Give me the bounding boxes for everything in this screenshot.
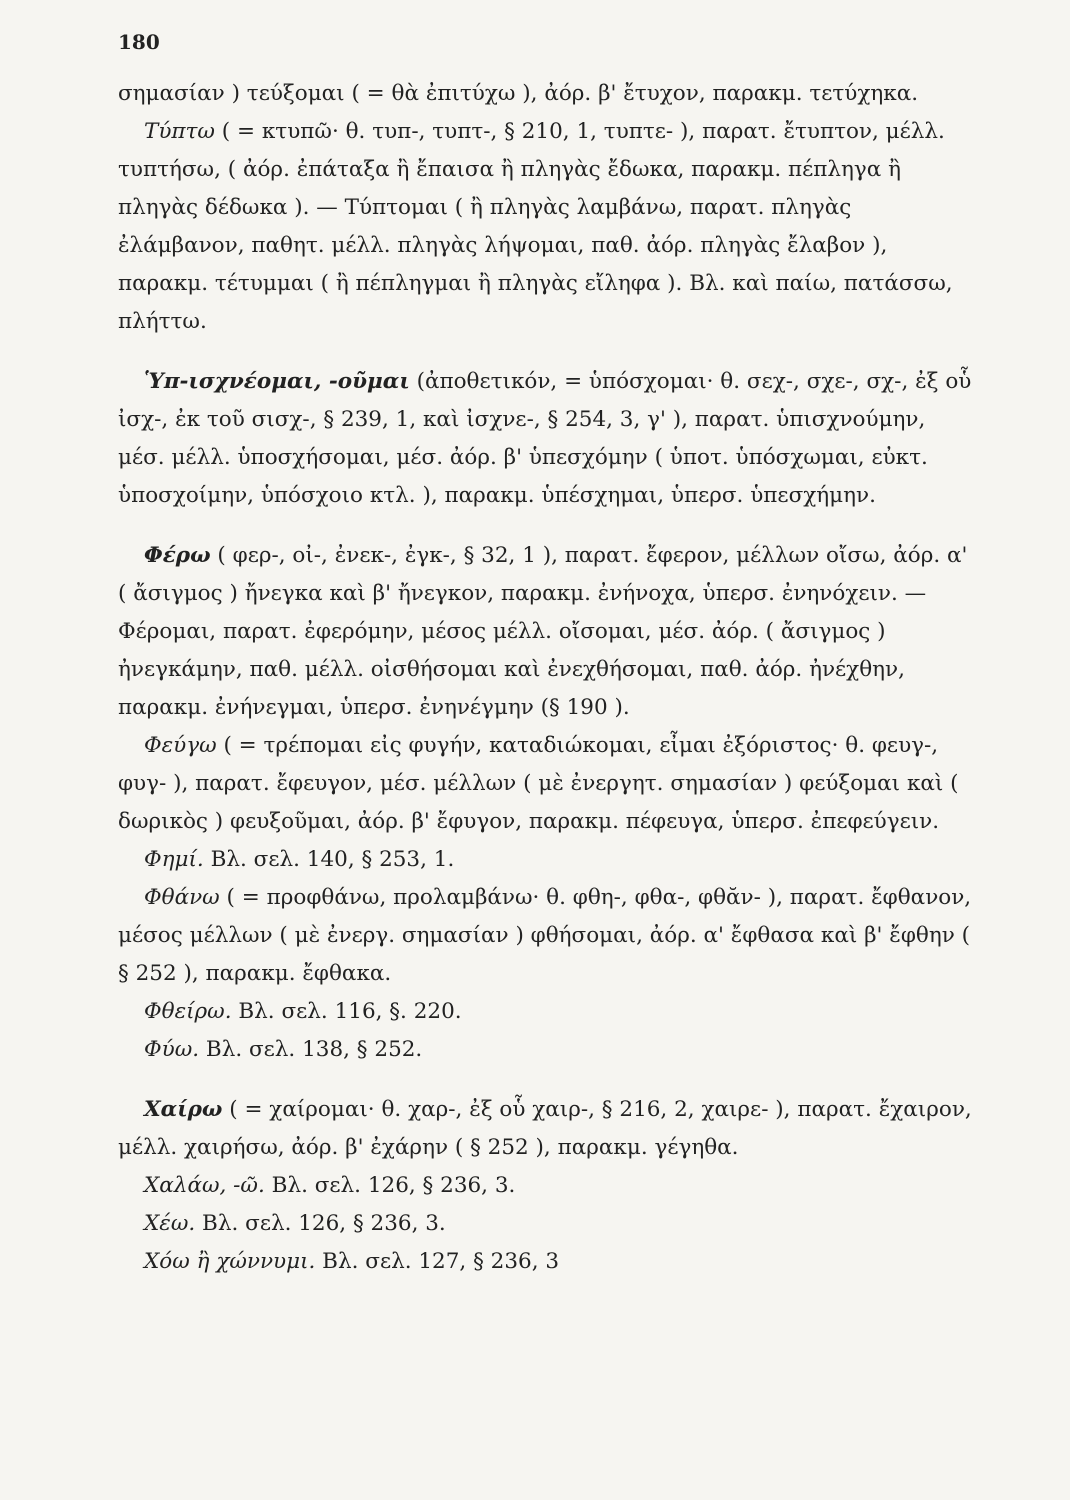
entry-chairo — [118, 1091, 978, 1167]
entry-headword: Φθάνω — [144, 885, 220, 910]
entry-text: ( = τρέπομαι εἰς φυγήν, καταδιώκομαι, εἶμαι ἐξόριστος· θ. φευγ-, φυγ- ), παρατ. ἔφευγον, μέσ. μέλλων ( μὲ ἐνεργητ. σημασίαν ) φεύξομαι καὶ ( δωρικὸς ) φευξοῦμαι, ἀόρ. β' ἔφυγον, παρακμ. πέφευγα, ὑπερσ. ἐπεφεύγειν. — [118, 733, 959, 834]
entry-headword: Φημί. — [144, 847, 204, 872]
entry-headword: Τύπτω — [144, 119, 215, 144]
entry-text: ( = προφθάνω, προλαμβάνω· θ. φθη-, φθα-, φθᾰν- ), παρατ. ἔφθανον, μέσος μέλλων ( μὲ ἐνεργ. σημασίαν ) φθήσομαι, ἀόρ. α' ἔφθασα καὶ β' ἔφθην ( § 252 ), παρακμ. ἔφθακα. — [118, 885, 972, 986]
entry-text: Βλ. σελ. 116, §. 220. — [231, 999, 462, 1024]
entry-hypischneomai — [118, 363, 978, 515]
entry-headword: Φέρω — [144, 543, 211, 568]
entry-text: ( = κτυπῶ· θ. τυπ-, τυπτ-, § 210, 1, τυπτε- ), παρατ. ἔτυπτον, μέλλ. τυπτήσω, ( ἀόρ. ἐπάταξα ἢ ἔπαισα ἢ πληγὰς ἔδωκα, παρακμ. πέπληγα ἢ πληγὰς δέδωκα ). — Τύπτομαι ( ἢ πληγὰς λαμβάνω, παρατ. πληγὰς ἐλάμβανον, παθητ. μέλλ. πληγὰς λήψομαι, παθ. ἀόρ. πληγὰς ἔλαβον ), παρακμ. τέτυμμαι ( ἢ πέπληγμαι ἢ πληγὰς εἴληφα ). Βλ. καὶ παίω, πατάσσω, πλήττω. — [118, 119, 953, 334]
entry-text: ( φερ-, οἰ-, ἐνεκ-, ἐγκ-, § 32, 1 ), παρατ. ἔφερον, μέλλων οἴσω, ἀόρ. α' ( ἄσιγμος ) ἤνεγκα καὶ β' ἤνεγκον, παρακμ. ἐνήνοχα, ὑπερσ. ἐνηνόχειν. — Φέρομαι, παρατ. ἐφερόμην, μέσος μέλλ. οἴσομαι, μέσ. ἀόρ. ( ἄσιγμος ) ἠνεγκάμην, παθ. μέλλ. οἰσθήσομαι καὶ ἐνεχθήσομαι, παθ. ἀόρ. ἠνέχθην, παρακμ. ἐνήνεγμαι, ὑπερσ. ἐνηνέγμην (§ 190 ). — [118, 543, 968, 720]
entry-choo — [118, 1243, 978, 1281]
entry-text: (ἀποθετικόν, = ὑπόσχομαι· θ. σεχ-, σχε-, σχ-, ἐξ οὗ ἰσχ-, ἐκ τοῦ σισχ-, § 239, 1, καὶ ἰσχνε-, § 254, 3, γ' ), παρατ. ὑπισχνούμην, μέσ. μέλλ. ὑποσχήσομαι, μέσ. ἀόρ. β' ὑπεσχόμην ( ὑποτ. ὑπόσχωμαι, εὐκτ. ὑποσχοίμην, ὑπόσχοιο κτλ. ), παρακμ. ὑπέσχημαι, ὑπερσ. ὑπεσχήμην. — [118, 369, 972, 508]
entry-text: σημασίαν ) τεύξομαι ( = θὰ ἐπιτύχω ), ἀόρ. β' ἔτυχον, παρακμ. τετύχηκα. — [118, 81, 919, 106]
entry-phthano — [118, 879, 978, 993]
entry-text: Βλ. σελ. 127, § 236, 3 — [315, 1249, 560, 1274]
entry-pheugo — [118, 727, 978, 841]
entry-phemi — [118, 841, 978, 879]
entry-headword: Χαίρω — [144, 1097, 223, 1122]
entry-text: Βλ. σελ. 126, § 236, 3. — [264, 1173, 516, 1198]
entry-text: Βλ. σελ. 126, § 236, 3. — [195, 1211, 446, 1236]
entry-typto — [118, 113, 978, 341]
entry-cheo — [118, 1205, 978, 1243]
entry-text: Βλ. σελ. 138, § 252. — [199, 1037, 423, 1062]
entry-text: ( = χαίρομαι· θ. χαρ-, ἐξ οὗ χαιρ-, § 216, 2, χαιρε- ), παρατ. ἔχαιρον, μέλλ. χαιρήσω, ἀόρ. β' ἐχάρην ( § 252 ), παρακμ. γέγηθα. — [118, 1097, 972, 1160]
entry-continuation — [118, 75, 978, 113]
entry-text: Βλ. σελ. 140, § 253, 1. — [203, 847, 455, 872]
entry-headword: Φύω. — [144, 1037, 200, 1062]
entry-headword: Χαλάω, -ῶ. — [144, 1173, 265, 1198]
entry-headword: Φεύγω — [144, 733, 217, 758]
entry-headword: Χέω. — [144, 1211, 196, 1236]
entry-phtheiro — [118, 993, 978, 1031]
entry-headword: Φθείρω. — [144, 999, 232, 1024]
entry-phero — [118, 537, 978, 727]
entry-headword: Ὑπ-ισχνέομαι, -οῦμαι — [144, 369, 410, 394]
entry-headword: Χόω ἢ χώννυμι. — [144, 1249, 316, 1274]
dictionary-text — [118, 75, 978, 1281]
page-number: 180 — [118, 30, 160, 54]
entry-chalao — [118, 1167, 978, 1205]
entry-phyo — [118, 1031, 978, 1069]
